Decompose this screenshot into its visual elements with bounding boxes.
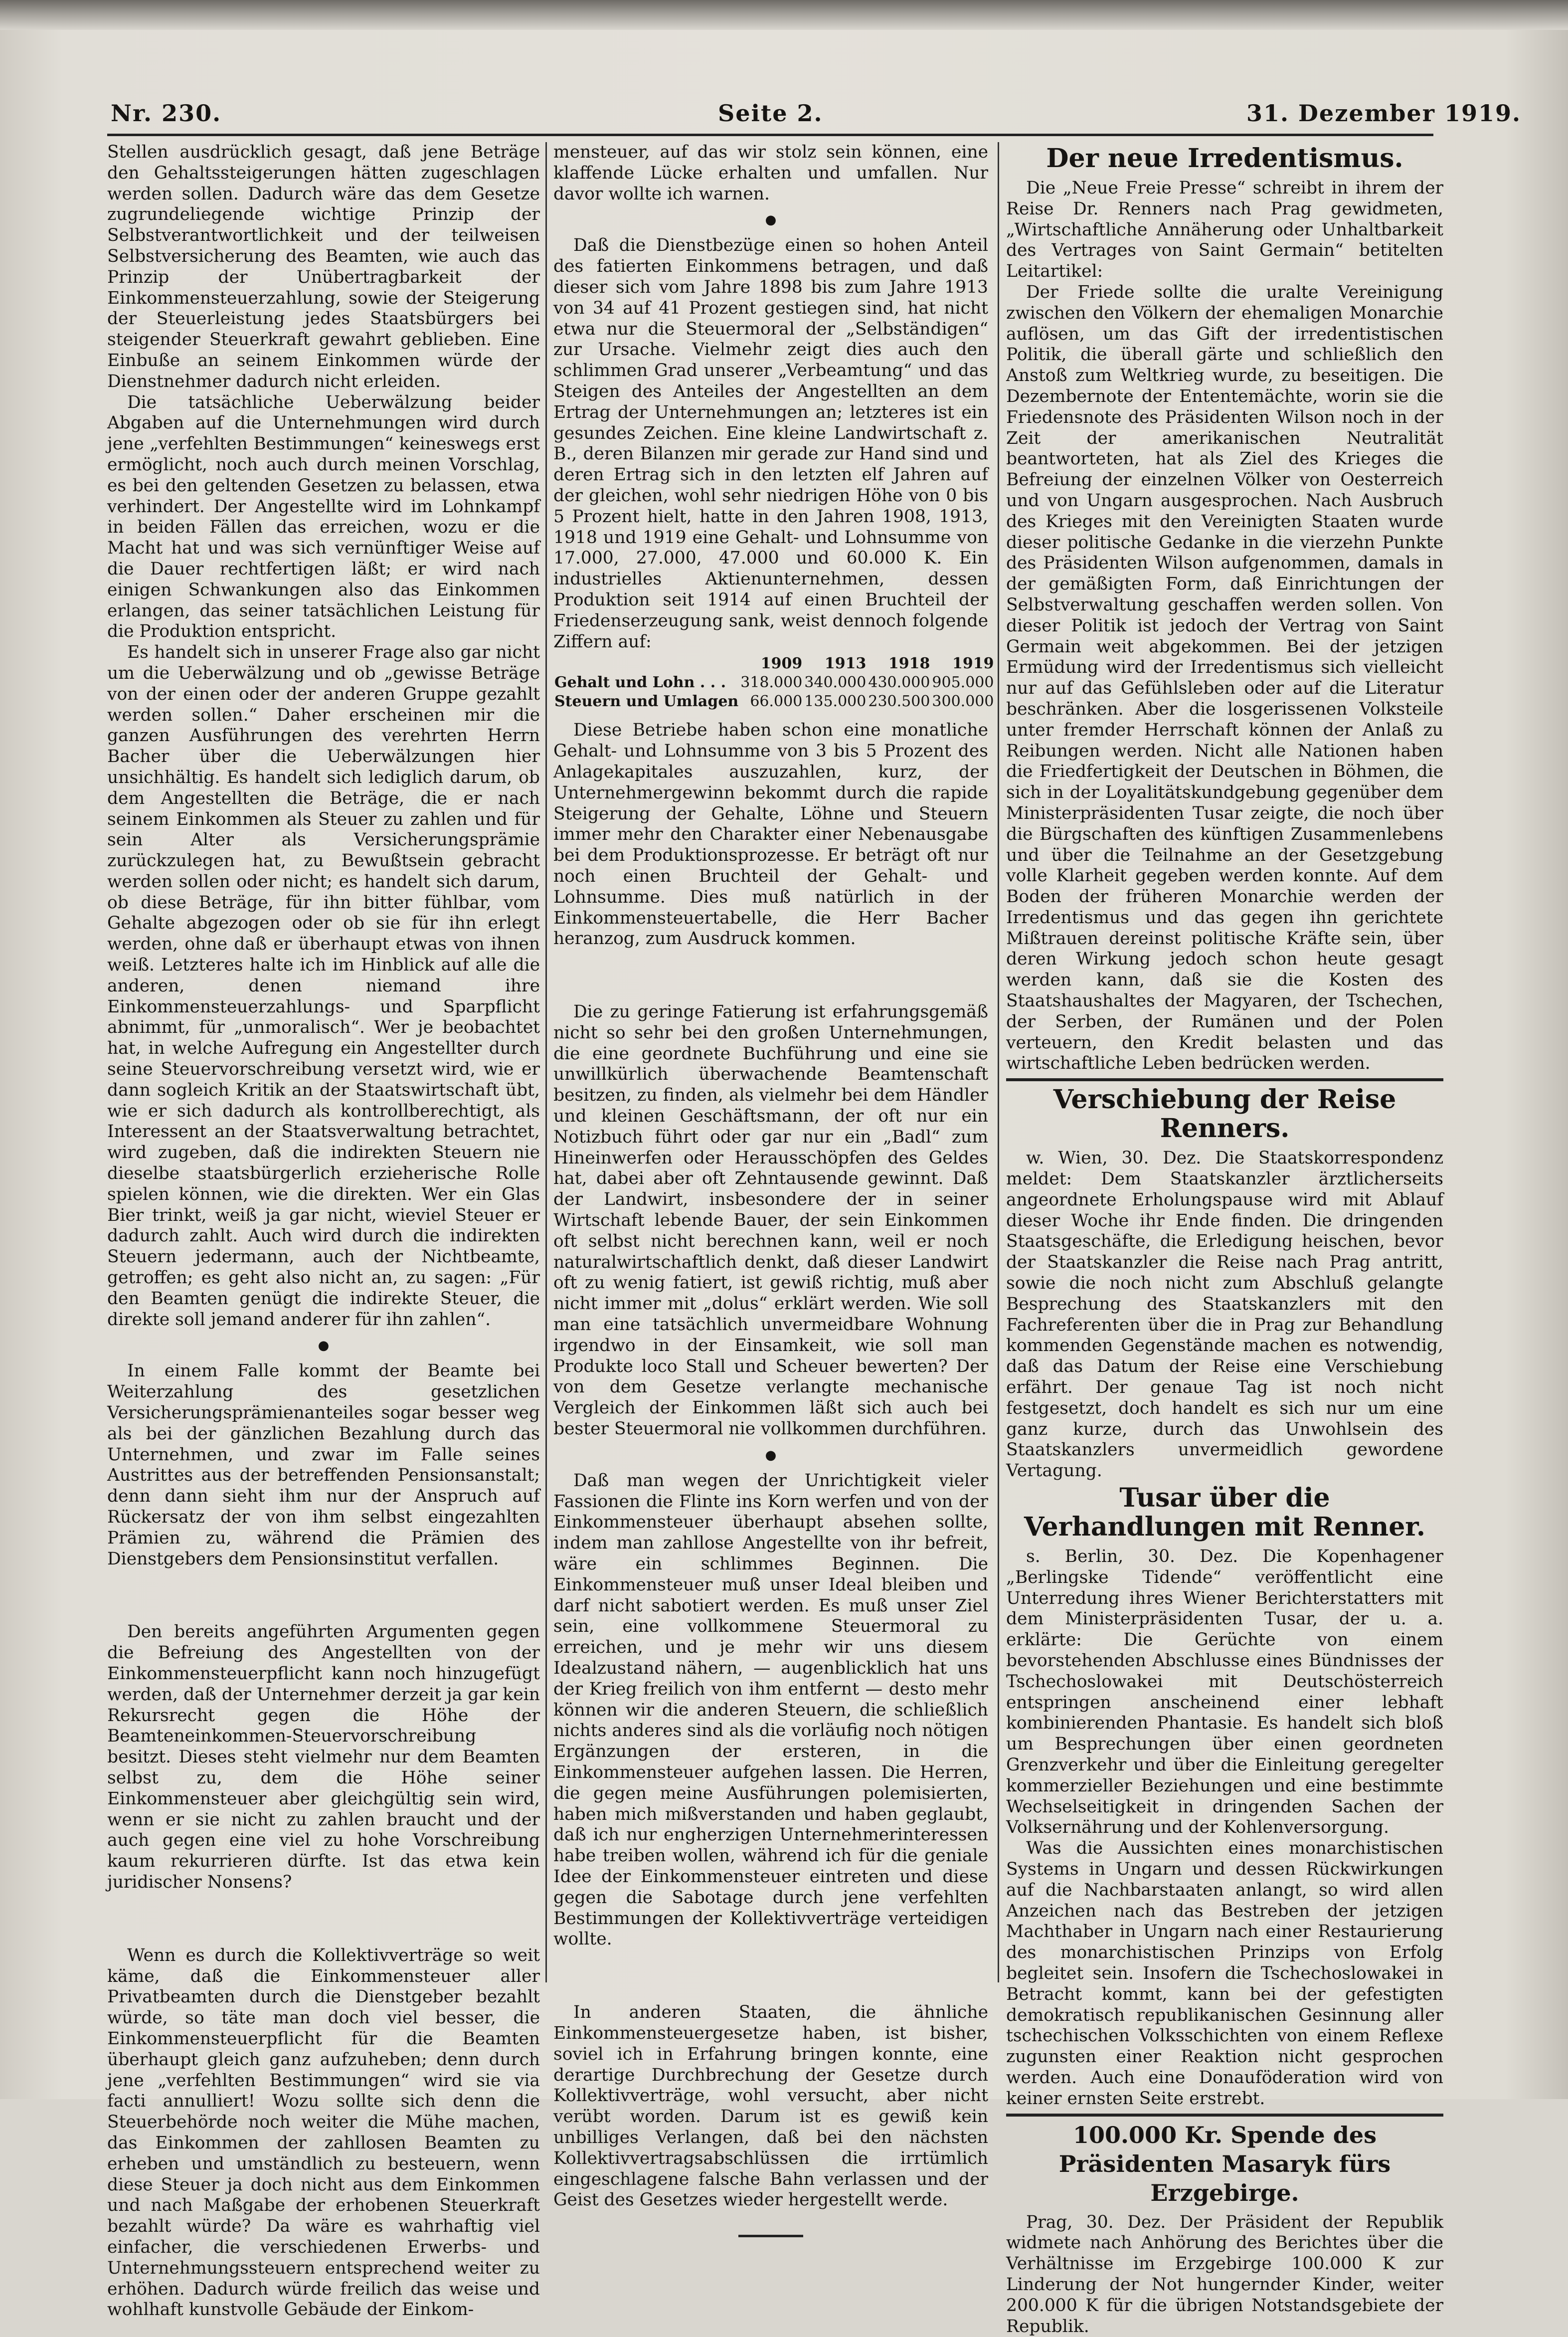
column-2: [553, 142, 994, 2210]
headline: Der neue Irredentismus.: [1046, 143, 1403, 174]
section-gap: [107, 1569, 540, 1622]
table-cell: 230.500: [868, 693, 930, 711]
row-label: Steuern und Umlagen: [554, 693, 739, 711]
issue-number: Nr. 230.: [111, 100, 222, 127]
table-cell: 905.000: [932, 674, 994, 692]
figures-table: [553, 654, 995, 711]
year-header: 1918: [888, 655, 930, 673]
paragraph: Stellen ausdrücklich gesagt, daß jene Beträge den Gehaltssteigerungen hätten zugeschlagen werden sollen. Dadurch wäre das dem Gesetze zugrundeliegende wichtige Prinzip der Selbstverantwortlichkeit und der teilweisen Selbstversicherung des Beamten, wie auch das Prinzip der Unübertragbarkeit der Einkommensteuerzahlung, sowie der Steigerung der Steuerleistung jedes Staatsbürgers bei steigender Steuerkraft gewahrt geblieben. Eine Einbuße an seinem Einkommen würde der Dienstnehmer dadurch nicht erleiden.: [107, 142, 540, 391]
paragraph: Prag, 30. Dez. Der Präsident der Republik widmete nach Anhörung des Berichtes über die Verhältnisse im Erzgebirge 100.000 K zur Linderung der Not hungernder Kinder, weiter 200.000 K für die übrigen Notstandsgebiete der Republik.: [1006, 2212, 1443, 2337]
table-header-row: [553, 654, 995, 673]
paragraph: Was die Aussichten eines monarchistischen Systems in Ungarn und dessen Rückwirkungen auf die Nachbarstaaten anlangt, so wird allen Anzeichen nach das Bestreben der jetzigen Machthaber in Ungarn nach einer Restaurierung des monarchistischen Prinzips von Erfolg begleitet sein. Insofern die Tschechoslowakei in Betracht kommt, kann bei der gefestigten demokratisch republikanischen Gesinnung aller tschechischen Volksschichten von einem Reflexe zugunsten einer Reaktion nicht gesprochen werden. Auch eine Donauföderation wird von keiner ernsten Seite erstrebt.: [1006, 1838, 1443, 2109]
paragraph: Der Friede sollte die uralte Vereinigung zwischen den Völkern der ehemaligen Monarchie auflösen, um das Gift der irredentistischen Politik, die überall gärte und schließlich den Anstoß zum Weltkrieg wurde, zu beseitigen. Die Dezembernote der Ententemächte, worin sie die Friedensnote des Präsidenten Wilson noch in der Zeit der amerikanischen Neutralität beantworteten, hat als Ziel des Krieges die Befreiung der einzelnen Völker von Oesterreich und von Ungarn ausgesprochen. Nach Ausbruch des Krieges mit den Vereinigten Staaten wurde dieser politische Gedanke in die vierzehn Punkte des Präsidenten Wilson aufgenommen, damals in der gemäßigten Form, daß Einrichtungen der Selbstverwaltung geschaffen werden sollen. Von dieser Politik ist jedoch der Vertrag von Saint Germain weit abgekommen. Bei der jetzigen Ermüdung wird der Irredentismus sich vielleicht nur auf das Gefühlsleben oder auf die Literatur beschränken. Aber die losgerissenen Volksteile unter fremder Herrschaft können der Anlaß zu Reibungen werden. Nicht alle Nationen haben die Friedfertigkeit der Deutschen in Böhmen, die sich in der Loyalitätskundgebung gegenüber dem Ministerpräsidenten Tusar zeigte, die noch über die Bürgschaften des künftigen Zusammenlebens und über die Teilnahme an der Gesetzgebung volle Klarheit gegeben werden konnte. Auf dem Boden der früheren Monarchie werden der Irredentismus und das gegen ihn gerichtete Mißtrauen dereinst politische Kräfte sein, über deren Wirkung jedoch schon heute gesagt werden kann, daß sie die Kosten des Staatshaushaltes der Magyaren, der Tschechen, der Serben, der Rumänen und der Polen verteuern, den Kredit belasten und das wirtschaftliche Leben bedrücken werden.: [1006, 282, 1443, 1074]
headline: 100.000 Kr. Spende des Präsidenten Masaryk fürs Erzgebirge.: [1058, 2121, 1391, 2206]
paragraph: Daß man wegen der Unrichtigkeit vieler Fassionen die Flinte ins Korn werfen und von der Einkommensteuer überhaupt absehen sollte, indem man zahllose Angestellte von ihr befreit, wäre ein schlimmes Beginnen. Die Einkommensteuer muß unser Ideal bleiben und darf nicht sabotiert werden. Es muß unser Ziel sein, eine vollkommene Steuermoral zu erreichen, und je mehr wir uns diesem Idealzustand nähern, — augenblicklich hat uns der Krieg freilich von ihm entfernt — desto mehr können wir die anderen Steuern, die schließlich nichts anderes sind als die vorläufig noch nötigen Ergänzungen der ersteren, in die Einkommensteuer aufgehen lassen. Die Herren, die gegen meine Ausführungen polemisierten, haben mich mißverstanden und haben geglaubt, daß ich nur engherzigen Unternehmerinteressen habe treiben wollen, während ich für die geniale Idee der Einkommensteuer eintreten und diese gegen die Sabotage durch jene verfehlten Bestimmungen der Kollektivverträge verteidigen wollte.: [553, 1470, 988, 1949]
year-header: 1919: [952, 655, 994, 673]
paragraph: Es handelt sich in unserer Frage also gar nicht um die Ueberwälzung und ob „gewisse Beträge von der einen oder der anderen Gruppe gezahlt werden sollen.“ Daher erscheinen mir die ganzen Ausführungen des verehrten Herrn Bacher über die Ueberwälzungen hier unsichhältig. Es handelt sich lediglich darum, ob dem Angestellten die Beträge, die er nach seinem Einkommen als Steuer zu zahlen und für sein Alter als Versicherungsprämie zurückzulegen hat, zu Bewußtsein gebracht werden sollen oder nicht; es handelt sich darum, ob diese Beträge, für ihn bitter fühlbar, vom Gehalte abgezogen oder ob sie für ihn erlegt werden, ohne daß er überhaupt etwas von ihnen weiß. Letzteres halte ich im Hinblick auf alle die anderen, denen niemand ihre Einkommensteuerzahlungs- und Sparpflicht abnimmt, für „unmoralisch“. Wer je beobachtet hat, in welche Aufregung ein Angestellter durch seine Steuervorschreibung versetzt wird, wie er dann sogleich Kritik an der Staatswirtschaft übt, wie er sich dadurch als kontrollberechtigt, als Interessent an der Staatsverwaltung betrachtet, wird zugeben, daß die indirekten Steuern nie dieselbe staatsbürgerlich erzieherische Rolle spielen können, wie die direkten. Wer ein Glas Bier trinkt, weiß ja gar nicht, wieviel Steuer er dadurch zahlt. Auch wird durch die indirekten Steuern jedermann, auch der Nichtbeamte, getroffen; es geht also nicht an, zu sagen: „Für den Beamten genügt die indirekte Steuer, die direkte soll jemand anderer für ihn zahlen“.: [107, 642, 540, 1330]
section-gap: [107, 1893, 540, 1946]
table-cell: 300.000: [932, 693, 994, 711]
paragraph: Wenn es durch die Kollektivverträge so weit käme, daß die Einkommensteuer aller Privatbeamten durch die Dienstgeber bezahlt würde, so täte man doch viel besser, die Einkommensteuerpflicht für die Beamten überhaupt gleich ganz aufzuheben; denn durch jene „verfehlten Bestimmungen“ wird sie via facti annulliert! Wozu sollte sich denn die Steuerbehörde noch weiter die Mühe machen, das Einkommen der zahllosen Beamten zu erheben und umständlich zu besteuern, wenn diese Steuer ja doch nicht aus dem Einkommen und nach Maßgabe der erhobenen Steuerkraft bezahlt würde? Da wäre es wahrhaftig viel einfacher, die verschiedenen Erwerbs- und Unternehmungssteuern entsprechend weiter zu erhöhen. Dadurch würde freilich das weise und wohlhaft kunstvolle Gebäude der Einkom-: [107, 1945, 540, 2320]
paragraph: Die „Neue Freie Presse“ schreibt in ihrem der Reise Dr. Renners nach Prag gewidmeten, „Wirtschaftliche Annäherung oder Unhaltbarkeit des Vertrages von Saint Germain“ betitelten Leitartikel:: [1006, 178, 1443, 282]
table-cell: 135.000: [804, 693, 867, 711]
headline: Tusar über die Verhandlungen mit Renner.: [1024, 1483, 1426, 1543]
paragraph: w. Wien, 30. Dez. Die Staatskorrespondenz meldet: Dem Staatskanzler ärztlicherseits angeordnete Erholungspause wird mit Ablauf dieser Woche ihr Ende finden. Die dringenden Staatsgeschäfte, die Erledigung heischen, bevor der Staatskanzler die Reise nach Prag antritt, sowie die noch nicht zum Abschluß gelangte Besprechung des Staatskanzlers mit den Fachreferenten über die in Prag zur Behandlung kommenden Gegenstände machen es notwendig, daß das Datum der Reise eine Verschiebung erfährt. Der genaue Tag ist noch nicht festgesetzt, doch handelt es sich nur um eine ganz kurze, durch das Unwohlsein des Staatskanzlers unvermeidlich gewordene Vertagung.: [1006, 1148, 1443, 1481]
paragraph: Diese Betriebe haben schon eine monatliche Gehalt- und Lohnsumme von 3 bis 5 Prozent des Anlagekapitales auszuzahlen, kurz, der Unternehmergewinn bekommt durch die rapide Steigerung der Gehalte, Löhne und Steuern immer mehr den Charakter einer Nebenausgabe bei dem Produktionsprozesse. Er beträgt oft nur noch einen Bruchteil der Gehalt- und Lohnsumme. Dies muß natürlich in der Einkommensteuertabelle, die Herr Bacher heranzog, zum Ausdruck kommen.: [553, 720, 988, 949]
section-separator: ●: [765, 212, 777, 228]
header-rule: [107, 134, 1433, 136]
row-label: Gehalt und Lohn . . .: [554, 674, 726, 692]
section-gap: [553, 950, 988, 1002]
paragraph: In anderen Staaten, die ähnliche Einkommensteuergesetze haben, ist bisher, soviel ich in Erfahrung bringen konnte, eine derartige Durchbrechung der Gesetze durch Kollektivverträge, wohl versucht, aber nicht verübt worden. Darum ist es gewiß kein unbilliges Verlangen, daß bei den nächsten Kollektivvertragsabschlüssen die irrtümlich eingeschlagene falsche Bahn verlassen und der Geist des Gesetzes wieder hergestellt werde.: [553, 2002, 988, 2210]
scan-edge: [0, 0, 1568, 30]
headline: Verschiebung der Reise Renners.: [1053, 1084, 1396, 1144]
end-rule: [738, 2235, 803, 2237]
year-header: 1909: [760, 655, 803, 673]
paragraph: Den bereits angeführten Argumenten gegen die Befreiung des Angestellten von der Einkommensteuerpflicht kann noch hinzugefügt werden, daß der Unternehmer derzeit ja gar kein Rekursrecht gegen die Höhe der Beamteneinkommen-Steuervorschreibung besitzt. Dieses steht vielmehr nur dem Beamten selbst zu, dem die Höhe seiner Einkommensteuer aber gleichgültig sein wird, wenn er sie nicht zu zahlen braucht und der auch gegen eine viel zu hohe Vorschreibung kaum rekurrieren dürfte. Ist das etwa kein juridischer Nonsens?: [107, 1622, 540, 1892]
section-separator: ●: [765, 1447, 777, 1463]
article-rule: [1006, 1078, 1443, 1081]
column-rule: [998, 142, 999, 1982]
paragraph: In einem Falle kommt der Beamte bei Weiterzahlung des gesetzlichen Versicherungsprämienanteiles sogar besser weg als bei der gänzlichen Bezahlung durch das Unternehmen, und zwar im Falle seines Austrittes aus der betreffenden Pensionsanstalt; denn dann sieht ihm nur der Anspruch auf Rückersatz der von ihm selbst eingezahlten Prämien zu, während die Prämien des Dienstgebers dem Pensionsinstitut verfallen.: [107, 1361, 540, 1569]
paragraph: s. Berlin, 30. Dez. Die Kopenhagener „Berlingske Tidende“ veröffentlicht eine Unterredung ihres Wiener Berichterstatters mit dem Ministerpräsidenten Tusar, der u. a. erklärte: Die Gerüchte von einem bevorstehenden Abschlusse eines Bündnisses der Tschechoslowakei mit Deutschösterreich entspringen anscheinend einer lebhaft kombinierenden Phantasie. Es handelt sich bloß um Besprechungen über einen geordneten Grenzverkehr und über die Einleitung geregelter kommerzieller Beziehungen und eine bestimmte Wechselseitigkeit in dringenden Sachen der Volksernährung und der Kohlenversorgung.: [1006, 1547, 1443, 1838]
column-1: [107, 142, 540, 2320]
column-rule: [545, 142, 547, 1982]
table-row: [553, 692, 995, 711]
article-rule: [1006, 2114, 1443, 2117]
table-corner: [553, 654, 739, 673]
table-cell: 318.000: [740, 674, 803, 692]
table-cell: 66.000: [750, 693, 803, 711]
paragraph: Daß die Dienstbezüge einen so hohen Anteil des fatierten Einkommens betragen, und daß dieser sich vom Jahre 1898 bis zum Jahre 1913 von 34 auf 41 Prozent gestiegen sind, hat nicht etwa nur die Steuermoral der „Selbständigen“ zur Ursache. Vielmehr zeigt dies auch den schlimmen Grad unserer „Verbeamtung“ und das Steigen des Anteiles der Angestellten an dem Ertrag der Unternehmungen an; letzteres ist ein gesundes Zeichen. Eine kleine Landwirtschaft z. B., deren Bilanzen mir gerade zur Hand sind und deren Ertrag sich in den letzten elf Jahren auf der gleichen, wohl sehr niedrigen Höhe von 0 bis 5 Prozent hielt, hatte in den Jahren 1908, 1913, 1918 und 1919 eine Gehalt- und Lohnsumme von 17.000, 27.000, 47.000 und 60.000 K. Ein industrielles Aktienunternehmen, dessen Produktion seit 1914 auf einen Bruchteil der Friedenserzeugung sank, weist dennoch folgende Ziffern auf:: [553, 235, 988, 652]
issue-date: 31. Dezember 1919.: [1246, 100, 1521, 127]
section-separator: ●: [318, 1338, 330, 1354]
column-3: [1006, 142, 1443, 2337]
table-row: [553, 673, 995, 692]
paragraph: mensteuer, auf das wir stolz sein können, eine klaffende Lücke erhalten und umfallen. Nur davor wollte ich warnen.: [553, 142, 988, 204]
page-number: Seite 2.: [718, 100, 823, 127]
table-cell: 430.000: [868, 674, 930, 692]
paragraph: Die tatsächliche Ueberwälzung beider Abgaben auf die Unternehmungen wird durch jene „verfehlten Bestimmungen“ keineswegs erst ermöglicht, noch auch durch meinen Vorschlag, es bei den geltenden Gesetzen zu belassen, etwa verhindert. Der Angestellte wird im Lohnkampf in beiden Fällen das erreichen, wozu er die Macht hat und was sich vernünftiger Weise auf die Dauer rechtfertigen läßt; er wird nach einigen Schwankungen also das Einkommen erlangen, das seiner tatsächlichen Leistung für die Produktion entspricht.: [107, 392, 540, 642]
paragraph: Die zu geringe Fatierung ist erfahrungsgemäß nicht so sehr bei den großen Unternehmungen, die eine geordnete Buchführung und eine sie unwillkürlich überwachende Beamtenschaft besitzen, zu finden, als vielmehr bei dem Händler und kleinen Geschäftsmann, der oft nur ein Notizbuch führt oder gar nur ein „Badl“ zum Hineinwerfen oder Herausschöpfen des Geldes hat, dabei aber oft Zehntausende gewinnt. Daß der Landwirt, insbesondere der in seiner Wirtschaft lebende Bauer, der sein Einkommen oft selbst nicht berechnen kann, weil er noch naturalwirtschaftlich denkt, daß dieser Landwirt oft zu wenig fatiert, ist gewiß richtig, muß aber nicht immer mit „dolus“ erklärt werden. Wie soll man eine tatsächlich unvermeidbare Wohnung irgendwo in der Einsamkeit, wie soll man Produkte loco Stall und Scheuer bewerten? Der von dem Gesetze verlangte mechanische Vergleich der Einkommen läßt sich auch bei bester Steuermoral nie vollkommen durchführen.: [553, 1002, 988, 1439]
table-cell: 340.000: [804, 674, 867, 692]
section-gap: [553, 1950, 988, 2002]
year-header: 1913: [824, 655, 867, 673]
